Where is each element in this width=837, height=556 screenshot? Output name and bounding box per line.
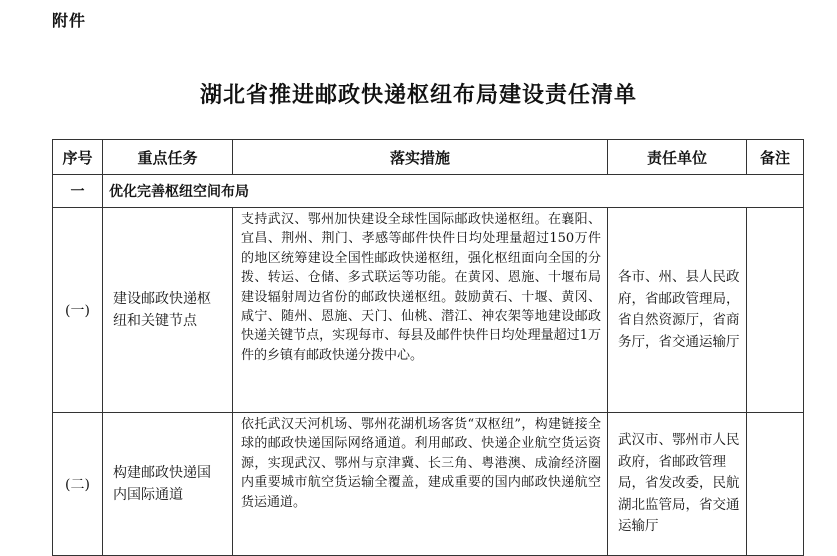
row-task: 构建邮政快递国内国际通道 <box>103 413 233 556</box>
responsibility-table <box>52 139 804 556</box>
row-remark <box>747 413 804 556</box>
document-title: 湖北省推进邮政快递枢纽布局建设责任清单 <box>199 82 637 108</box>
row-measures: 依托武汉天河机场、鄂州花湖机场客货“双枢纽”，构建链接全球的邮政快递国际网络通道。利用邮政、快递企业航空货运资源，实现武汉、鄂州与京津冀、长三角、粤港澳、成渝经济圈内重要城市航空货运输全覆盖，建成重要的国内邮政快递航空货运通道。 <box>233 413 608 556</box>
header-task: 重点任务 <box>103 140 233 175</box>
row-number: (一) <box>53 208 103 413</box>
table-row <box>53 208 804 413</box>
header-measures: 落实措施 <box>233 140 608 175</box>
row-measures: 支持武汉、鄂州加快建设全球性国际邮政快递枢纽。在襄阳、宜昌、荆州、荆门、孝感等邮件快件日均处理量超过150万件的地区统筹建设全国性邮政快递枢纽，强化枢纽面向全国的分拨、转运、仓储、多式联运等功能。在黄冈、恩施、十堰布局建设辐射周边省份的邮政快递枢纽。鼓励黄石、十堰、黄冈、咸宁、随州、恩施、天门、仙桃、潜江、神农架等地建设邮政快递关键节点，实现每市、每县及邮件快件日均处理量超过1万件的乡镇有邮政快递分拨中心。 <box>233 208 608 413</box>
header-unit: 责任单位 <box>608 140 747 175</box>
category-row <box>53 175 804 208</box>
table-header-row <box>53 140 804 175</box>
header-remark: 备注 <box>747 140 804 175</box>
header-no: 序号 <box>53 140 103 175</box>
row-number: (二) <box>53 413 103 556</box>
table-row <box>53 413 804 556</box>
category-number: 一 <box>53 175 103 208</box>
row-unit: 各市、州、县人民政府，省邮政管理局，省自然资源厅，省商务厅，省交通运输厅 <box>608 208 747 413</box>
category-title: 优化完善枢纽空间布局 <box>103 175 804 208</box>
row-task: 建设邮政快递枢纽和关键节点 <box>103 208 233 413</box>
row-unit: 武汉市、鄂州市人民政府，省邮政管理局，省发改委，民航湖北监管局，省交通运输厅 <box>608 413 747 556</box>
attachment-label: 附件 <box>52 11 87 30</box>
row-remark <box>747 208 804 413</box>
